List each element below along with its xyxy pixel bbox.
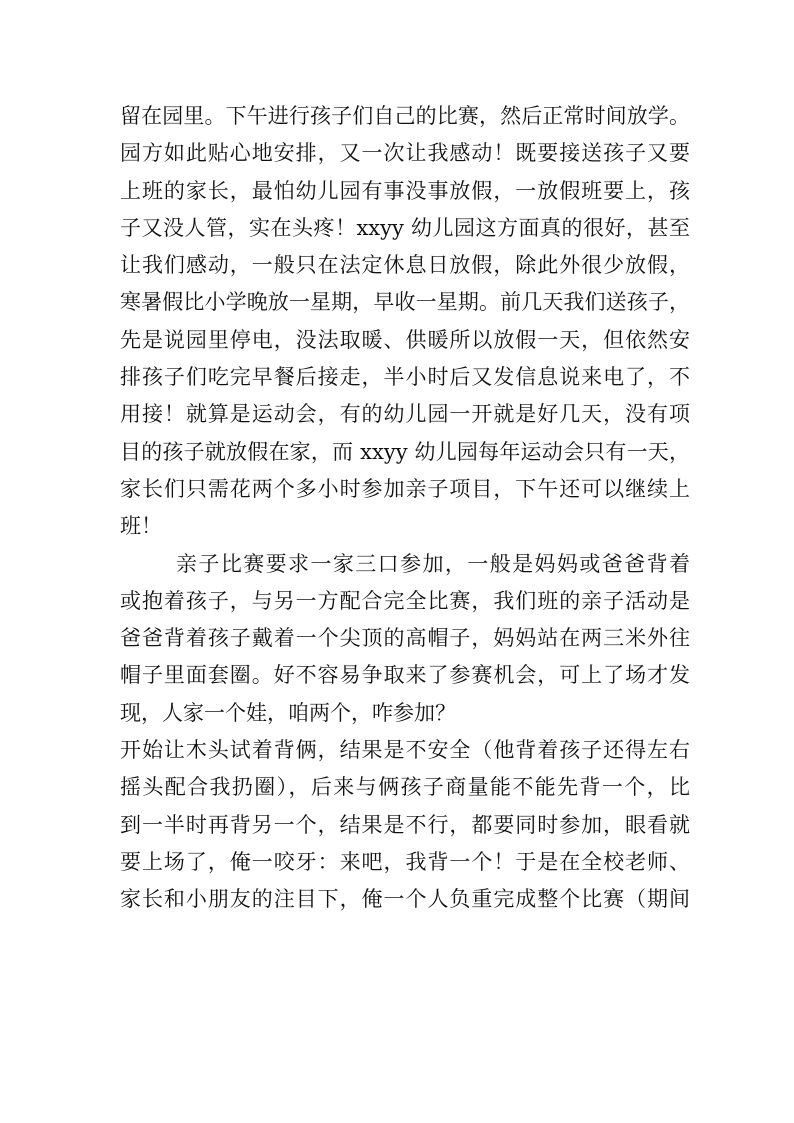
text-line: 到一半时再背另一个，结果是不行，都要同时参加，眼看就 xyxy=(120,812,690,837)
text-line: 子又没人管，实在头疼！xxyy 幼儿园这方面真的很好，甚至 xyxy=(120,215,690,240)
text-line: 或抱着孩子，与另一方配合完全比赛，我们班的亲子活动是 xyxy=(120,588,690,613)
text-line: 现，人家一个娃，咱两个，咋参加？ xyxy=(120,700,456,725)
text-line: 排孩子们吃完早餐后接走，半小时后又发信息说来电了，不 xyxy=(120,365,690,390)
text-line: 家长和小朋友的注目下，俺一个人负重完成整个比赛（期间 xyxy=(120,887,690,912)
text-line: 爸爸背着孩子戴着一个尖顶的高帽子，妈妈站在两三米外往 xyxy=(120,626,690,651)
text-line: 班！ xyxy=(120,514,162,539)
text-line: 上班的家长，最怕幼儿园有事没事放假，一放假班要上，孩 xyxy=(120,178,690,203)
text-line: 帽子里面套圈。好不容易争取来了参赛机会，可上了场才发 xyxy=(120,663,690,688)
text-line: 园方如此贴心地安排，又一次让我感动！既要接送孩子又要 xyxy=(120,141,690,166)
text-line: 目的孩子就放假在家，而 xxyy 幼儿园每年运动会只有一天， xyxy=(120,439,690,464)
paragraph-first-line: 开始让木头试着背俩，结果是不安全（他背着孩子还得左右 xyxy=(120,738,690,763)
text-line: 让我们感动，一般只在法定休息日放假，除此外很少放假， xyxy=(120,253,690,278)
text-line: 用接！就算是运动会，有的幼儿园一开就是好几天，没有项 xyxy=(120,402,690,427)
text-line: 寒暑假比小学晚放一星期，早收一星期。前几天我们送孩子， xyxy=(120,290,690,315)
paragraph-first-line: 亲子比赛要求一家三口参加，一般是妈妈或爸爸背着 xyxy=(176,551,690,576)
text-line: 先是说园里停电，没法取暖、供暖所以放假一天，但依然安 xyxy=(120,327,690,352)
text-line: 要上场了，俺一咬牙：来吧，我背一个！于是在全校老师、 xyxy=(120,849,690,874)
text-line: 家长们只需花两个多小时参加亲子项目，下午还可以继续上 xyxy=(120,476,690,501)
document-body xyxy=(120,98,690,919)
text-line: 摇头配合我扔圈），后来与俩孩子商量能不能先背一个，比 xyxy=(120,775,690,800)
text-line: 留在园里。下午进行孩子们自己的比赛，然后正常时间放学。 xyxy=(120,104,690,128)
